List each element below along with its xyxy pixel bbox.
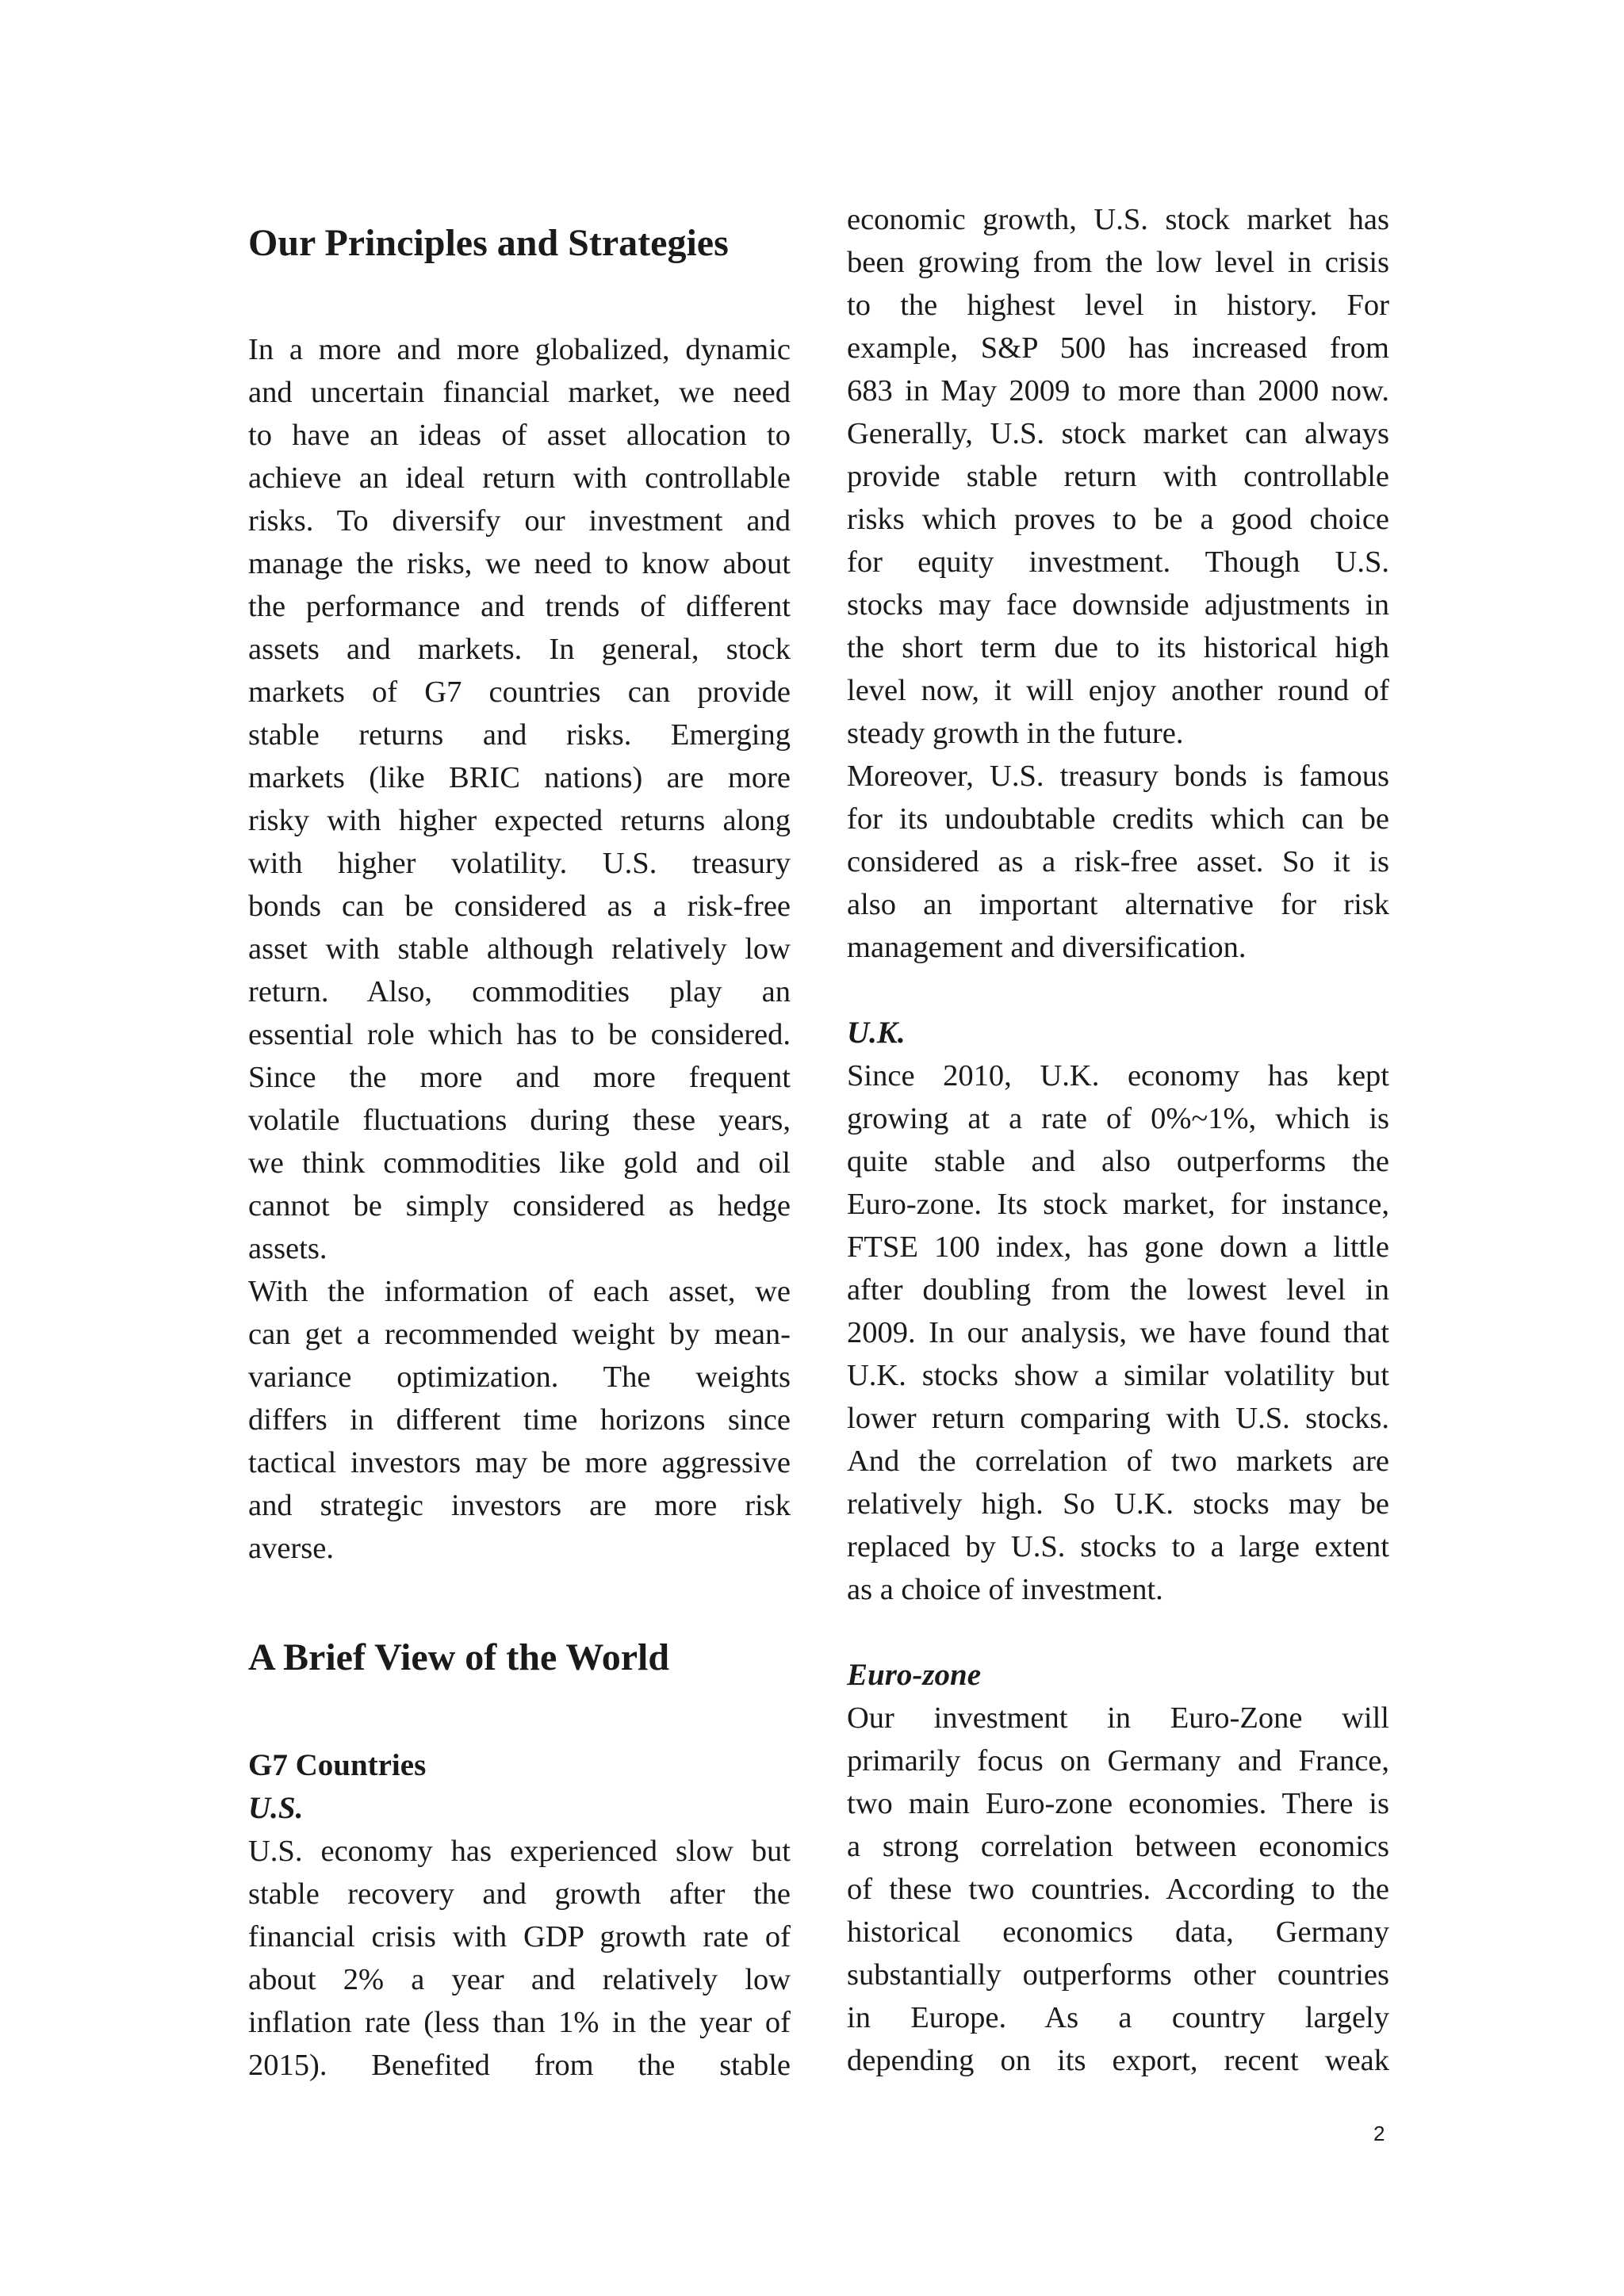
text-line: With the information of each asset, we: [248, 1275, 791, 1308]
section-title-principles: Our Principles and Strategies: [248, 222, 729, 264]
text-line: the short term due to its historical high: [847, 631, 1389, 664]
subheading-uk: U.K.: [847, 1016, 906, 1050]
text-line: cannot be simply considered as hedge: [248, 1189, 791, 1223]
g7-block: [248, 1744, 791, 1830]
text-line: variance optimization. The weights: [248, 1360, 791, 1394]
text-line: bonds can be considered as a risk-free: [248, 890, 791, 923]
world-heading-block: [248, 1634, 791, 1682]
text-line: Our investment in Euro-Zone will: [847, 1701, 1389, 1735]
text-line: the performance and trends of different: [248, 590, 791, 623]
spacer: [847, 1611, 1389, 1654]
text-line: Euro-zone. Its stock market, for instance,: [847, 1188, 1389, 1221]
text-line: two main Euro-zone economies. There is: [847, 1787, 1389, 1820]
text-line: for its undoubtable credits which can be: [847, 802, 1389, 836]
text-line: and uncertain financial market, we need: [248, 376, 791, 409]
text-line: can get a recommended weight by mean-: [248, 1318, 791, 1351]
principles-paragraph-1: [248, 328, 791, 1270]
text-line: markets (like BRIC nations) are more: [248, 761, 791, 794]
text-line: to the highest level in history. For: [847, 289, 1389, 322]
uk-paragraph: [847, 1054, 1389, 1611]
eurozone-paragraph-start: [847, 1697, 1389, 2082]
text-line: we think commodities like gold and oil: [248, 1146, 791, 1180]
text-line: and strategic investors are more risk: [248, 1489, 791, 1522]
text-line: markets of G7 countries can provide: [248, 675, 791, 709]
text-line: risks. To diversify our investment and: [248, 504, 791, 538]
text-line: Moreover, U.S. treasury bonds is famous: [847, 760, 1389, 793]
text-line: Since the more and more frequent: [248, 1061, 791, 1094]
text-line: in Europe. As a country largely: [847, 2001, 1389, 2034]
text-line: example, S&P 500 has increased from: [847, 331, 1389, 365]
text-line: 2009. In our analysis, we have found that: [847, 1316, 1389, 1349]
text-line: economic growth, U.S. stock market has: [847, 203, 1389, 236]
text-line: assets and markets. In general, stock: [248, 633, 791, 666]
text-line: achieve an ideal return with controllable: [248, 461, 791, 495]
subheading-eurozone: Euro-zone: [847, 1658, 982, 1692]
text-line: about 2% a year and relatively low: [248, 1963, 791, 1996]
text-line: 683 in May 2009 to more than 2000 now.: [847, 374, 1389, 408]
text-line: FTSE 100 index, has gone down a little: [847, 1230, 1389, 1264]
text-line: for equity investment. Though U.S.: [847, 545, 1389, 579]
text-line: primarily focus on Germany and France,: [847, 1744, 1389, 1777]
text-line: Generally, U.S. stock market can always: [847, 417, 1389, 450]
text-line: to have an ideas of asset allocation to: [248, 419, 791, 452]
us-paragraph-end: [847, 198, 1389, 755]
text-line: financial crisis with GDP growth rate of: [248, 1920, 791, 1954]
right-column: [847, 198, 1389, 2082]
text-line: return. Also, commodities play an: [248, 975, 791, 1008]
text-line: relatively high. So U.K. stocks may be: [847, 1487, 1389, 1521]
us-paragraph-start: [248, 1830, 791, 2087]
text-line: asset with stable although relatively low: [248, 932, 791, 966]
subheading-g7: G7 Countries: [248, 1748, 427, 1782]
us-paragraph-2: [847, 755, 1389, 969]
text-line: 2015). Benefited from the stable: [248, 2049, 791, 2082]
text-line: with higher volatility. U.S. treasury: [248, 847, 791, 880]
text-line: after doubling from the lowest level in: [847, 1273, 1389, 1307]
spacer: [847, 969, 1389, 1012]
text-line: differs in different time horizons since: [248, 1403, 791, 1437]
text-line: inflation rate (less than 1% in the year of: [248, 2006, 791, 2039]
text-line: been growing from the low level in crisis: [847, 246, 1389, 279]
text-line: of these two countries. According to the: [847, 1873, 1389, 1906]
text-line: a strong correlation between economics: [847, 1830, 1389, 1863]
text-line: considered as a risk-free asset. So it is: [847, 845, 1389, 878]
text-line: replaced by U.S. stocks to a large extent: [847, 1530, 1389, 1563]
text-line: volatile fluctuations during these years,: [248, 1104, 791, 1137]
text-line: stocks may face downside adjustments in: [847, 588, 1389, 622]
left-column: [248, 220, 791, 267]
text-line: manage the risks, we need to know about: [248, 547, 791, 580]
text-line: substantially outperforms other countries: [847, 1958, 1389, 1992]
text-line: stable recovery and growth after the: [248, 1877, 791, 1911]
text-line: also an important alternative for risk: [847, 888, 1389, 921]
text-line: In a more and more globalized, dynamic: [248, 333, 791, 366]
text-line: growing at a rate of 0%~1%, which is: [847, 1102, 1389, 1135]
text-line: Since 2010, U.K. economy has kept: [847, 1059, 1389, 1093]
text-line: steady growth in the future.: [847, 717, 1184, 750]
text-line: management and diversification.: [847, 931, 1247, 964]
text-line: assets.: [248, 1232, 327, 1265]
text-line: historical economics data, Germany: [847, 1915, 1389, 1949]
text-line: tactical investors may be more aggressive: [248, 1446, 791, 1479]
text-line: risky with higher expected returns along: [248, 804, 791, 837]
text-line: essential role which has to be considered.: [248, 1018, 791, 1051]
text-line: level now, it will enjoy another round of: [847, 674, 1389, 707]
text-line: U.K. stocks show a similar volatility but: [847, 1359, 1389, 1392]
section-title-world: A Brief View of the World: [248, 1636, 670, 1678]
text-line: lower return comparing with U.S. stocks.: [847, 1402, 1389, 1435]
principles-paragraph-2: [248, 1270, 791, 1570]
text-line: quite stable and also outperforms the: [847, 1145, 1389, 1178]
text-line: averse.: [248, 1532, 334, 1565]
text-line: And the correlation of two markets are: [847, 1445, 1389, 1478]
text-line: stable returns and risks. Emerging: [248, 718, 791, 752]
text-line: risks which proves to be a good choice: [847, 503, 1389, 536]
text-line: U.S. economy has experienced slow but: [248, 1835, 791, 1868]
text-line: provide stable return with controllable: [847, 460, 1389, 493]
subheading-us: U.S.: [248, 1791, 304, 1825]
text-line: as a choice of investment.: [847, 1573, 1163, 1606]
text-line: depending on its export, recent weak: [847, 2044, 1389, 2077]
page-number: 2: [1373, 2122, 1385, 2145]
